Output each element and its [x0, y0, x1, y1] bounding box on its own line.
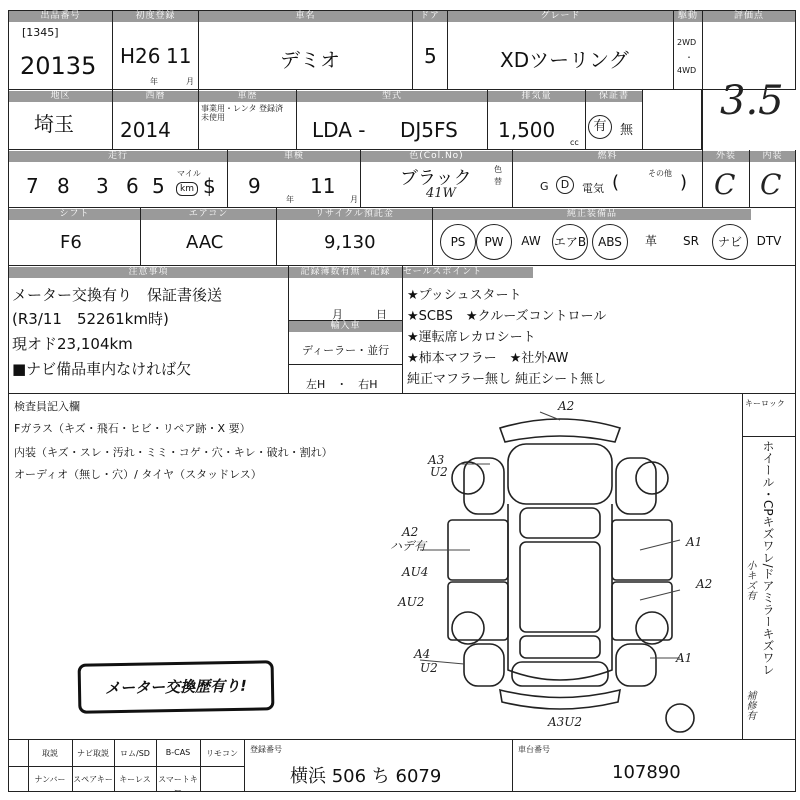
sales-point-2: ★SCBS ★クルーズコントロール: [407, 309, 607, 324]
region-label: 地区: [9, 91, 112, 102]
chassis-value: 107890: [612, 762, 681, 783]
inspector-line-2: 内装（キズ・スレ・汚れ・ミミ・コゲ・穴・キレ・破れ・割れ）: [14, 446, 333, 459]
warranty-label: 保証書: [586, 91, 642, 102]
side-note-3: 補修有: [744, 690, 755, 720]
color-change: 色替: [494, 165, 502, 186]
displacement-label: 排気量: [488, 91, 585, 102]
first-reg-month: 11: [166, 44, 192, 68]
interior-grade: C: [760, 168, 782, 201]
history-note: 事業用・レンタ 登録済未使用: [201, 104, 284, 122]
month-suffix: 月: [186, 77, 194, 86]
drive-2wd: 2WD: [677, 38, 697, 47]
door-label: ドア: [413, 11, 447, 22]
mark-right-a1: A1: [686, 535, 703, 549]
model-code: DJ5FS: [400, 118, 458, 142]
equipment-1: PW: [476, 224, 512, 260]
footer-smart-key: スマートキー: [158, 775, 198, 795]
note-line-4: ■ナビ備品車内なければ欠: [12, 360, 192, 378]
mark-right-a2: A2: [696, 577, 713, 591]
displacement: 1,500: [498, 118, 556, 142]
equipment-5: 革: [644, 234, 657, 248]
sales-label: セールスポイント: [403, 267, 533, 278]
handle-side: 左H ・ 右H: [306, 378, 378, 391]
shaken-month-suffix: 月: [350, 195, 358, 204]
footer-spare-key: スペアキー: [73, 775, 113, 784]
footer-keyless: キーレス: [119, 775, 151, 784]
equipment-label: 純正装備品: [433, 209, 751, 220]
front-bumper: [500, 419, 620, 442]
note-line-2: (R3/11 52261km時): [12, 310, 169, 328]
left-front-fender: [464, 458, 504, 514]
rating-label: 評価点: [703, 11, 795, 22]
warranty-yes: 有: [588, 115, 612, 139]
rear-hatch: [512, 662, 608, 686]
grade-label: グレード: [448, 11, 673, 22]
fuel-other: その他: [648, 169, 672, 178]
right-rear-quarter: [616, 644, 656, 686]
model-label: 型式: [297, 91, 487, 102]
drive-dot: ・: [685, 53, 693, 62]
mileage-digit-1: 7: [26, 174, 39, 198]
interior-label: 内装: [750, 151, 795, 162]
mark-left-u2: U2: [430, 465, 448, 479]
note-line-1: メーター交換有り 保証書後送: [12, 286, 223, 304]
recycle: 9,130: [324, 232, 376, 253]
equipment-8: DTV: [756, 234, 782, 248]
footer-bcas: B-CAS: [165, 748, 191, 757]
fuel-elec: 電気: [582, 182, 604, 195]
dealer-parallel: ディーラー・並行: [302, 344, 390, 357]
mark-left-au4: AU4: [402, 565, 429, 579]
mark-left-a3: A3: [428, 453, 445, 467]
mileage-mark: $: [203, 174, 216, 198]
year-suffix: 年: [150, 77, 158, 86]
history-label: 車歴: [199, 91, 296, 102]
lot-label: 出品番号: [9, 11, 112, 22]
equipment-2: AW: [521, 234, 541, 248]
equipment-4: ABS: [592, 224, 628, 260]
windshield: [520, 508, 600, 538]
mileage-unit-top: マイル: [177, 169, 201, 178]
mark-left-door-note: ハデ有: [390, 539, 427, 553]
shaken-month: 11: [310, 174, 336, 198]
hood: [508, 444, 612, 504]
mileage-digit-2: 8: [57, 174, 70, 198]
aircon-label: エアコン: [141, 209, 276, 220]
first-reg-label: 初度登録: [113, 11, 198, 22]
sales-point-4: ★柿本マフラー ★社外AW: [407, 351, 569, 366]
footer-remote: リモコン: [206, 749, 238, 758]
rear-bumper: [500, 690, 620, 709]
meter-swap-stamp: メーター交換歴有り!: [78, 660, 275, 713]
wheel-front-left: [452, 462, 484, 494]
mileage-label: 走行: [9, 151, 227, 162]
sales-point-3: ★運転席レカロシート: [407, 330, 536, 345]
reg-value: 横浜 506 ち 6079: [290, 766, 442, 787]
mileage-digit-5: 5: [152, 174, 165, 198]
recycle-label: リサイクル預託金: [277, 209, 432, 220]
cc-unit: cc: [570, 138, 579, 147]
left-rear-quarter: [464, 644, 504, 686]
notes-label: 注意事項: [9, 267, 288, 278]
equipment-7: ナビ: [712, 224, 748, 260]
fuel-g: G: [540, 180, 549, 193]
inspector-line-3: オーディオ（無し・穴）/ タイヤ（スタッドレス）: [14, 468, 262, 481]
grade: XDツーリング: [500, 48, 629, 72]
mileage-digit-3: 3: [96, 174, 109, 198]
month-day: 月 日: [332, 308, 387, 321]
exterior-label: 外装: [703, 151, 749, 162]
shaken-year-suffix: 年: [286, 195, 294, 204]
footer-navi-manual: ナビ取説: [77, 749, 109, 758]
footer-rom-sd: ロム/SD: [120, 749, 150, 758]
body-outline: [508, 504, 612, 680]
roof: [520, 542, 600, 632]
swap-label: 記録簿数有無・記録: [289, 267, 402, 278]
keylock-label: キーロック: [745, 399, 785, 408]
right-rear-door: [612, 582, 672, 640]
rating-value: 3.5: [720, 78, 784, 124]
first-reg: H26: [120, 44, 161, 68]
color-label: 色(Col.No): [361, 151, 512, 162]
equipment-6: SR: [683, 234, 699, 248]
left-rear-door: [448, 582, 508, 640]
exterior-grade: C: [714, 168, 736, 201]
model-year: 2014: [120, 118, 171, 142]
mark-left-au2: AU2: [398, 595, 425, 609]
color-name: ブラック: [400, 168, 472, 189]
shift-label: シフト: [9, 209, 140, 220]
mark-left-rear-a4: A4: [414, 647, 431, 661]
sales-point-5: 純正マフラー無し 純正シート無し: [407, 372, 607, 387]
region: 埼玉: [34, 112, 74, 136]
fuel-d: D: [556, 176, 574, 194]
drive-label: 駆動: [674, 11, 702, 22]
mileage-unit-km: km: [176, 182, 198, 196]
shaken-year: 9: [248, 174, 261, 198]
car-name-label: 車名: [199, 11, 412, 22]
inspector-label: 検査員記入欄: [14, 400, 80, 413]
reg-label: 登録番号: [250, 745, 282, 754]
mark-left-rear-u2: U2: [420, 661, 438, 675]
shaken-label: 車検: [228, 151, 360, 162]
rear-window: [520, 636, 600, 658]
footer-manual: 取説: [42, 749, 58, 758]
side-note: ホイール・CPキズワレ/ドアミラーキズワレ: [761, 440, 775, 676]
side-note-2: 小キズ有: [744, 560, 755, 600]
year-label: 西暦: [113, 91, 198, 102]
mark-right-rear-a1: A1: [676, 651, 693, 665]
aircon: AAC: [186, 232, 224, 253]
mark-front-a2: A2: [558, 400, 575, 413]
mileage-digit-4: 6: [126, 174, 139, 198]
drive-4wd: 4WD: [677, 66, 697, 75]
shift: F6: [60, 232, 82, 253]
model-prefix: LDA -: [312, 118, 366, 142]
mark-rear-a3u2: A3U2: [548, 715, 583, 729]
lot-number: 20135: [20, 52, 97, 80]
right-front-fender: [616, 458, 656, 514]
doors: 5: [424, 44, 437, 68]
footer-plate: ナンバー: [34, 775, 66, 784]
mark-left-door-a2: A2: [402, 525, 419, 539]
equipment-3: エアB: [552, 224, 588, 260]
warranty-no: 無: [620, 123, 634, 138]
car-diagram: [380, 400, 740, 740]
equipment-0: PS: [440, 224, 476, 260]
auction-sheet: 出品番号 初度登録 車名 ドア グレード 駆動 評価点 [1345] 20135 H26 11 年 月 デミオ 5 XDツーリング 2WD ・ 4WD 3.5 地区 西暦 車歴 型式 排気量 保証書 埼玉 2014 事業用・レンタ 登録済未使用 LDA - DJ5FS 1,500 cc 有 無 走行 車検 色(Col.No) 燃料 外装 内装 7 8 3 6 5 マイル km $ 9 年 11 月 ブラック 41W 色替 G D 電気 ( その他 ) C C シフト エアコン リサイクル預託金 純正装備品 F6 AAC 9,130 PS PW AW エアB ABS 革 SR ナビ DTV 注意事項 記録簿数有無・記録 セールスポイント メーター交換有り 保証書後送 (R3/11 52261km時) 現オド23,104km ■ナビ備品車内なければ欠 月 日 輸入車 ディーラー・並行 左H ・ 右H ★プッシュスタート ★SCBS ★クルーズコントロール ★運転席レカロシート ★柿本マフラー ★社外AW 純正マフラー無し 純正シート無し キーロック 検査員記入欄 Fガラス（キズ・飛石・ヒビ・リペア跡・X 要） 内装（キズ・スレ・汚れ・ミミ・コゲ・穴・キレ・破れ・割れ） オーディオ（無し・穴）/ タイヤ（スタッドレス） メーター交換歴有り! ホイール・CPキズワレ/ドアミラーキズワレ 小キズ有 補修有 A2 A3 U2 A2 ハデ有 AU4 AU2 A4 U2 A1 A2 A1 A3U2 取説 ナビ取説 ロム/SD B-CAS リモコン ナンバー スペアキー キーレス スマートキー 登録番号 横浜 506 ち 6079 車台番号 107890: [0, 0, 800, 800]
inspector-line-1: Fガラス（キズ・飛石・ヒビ・リペア跡・X 要）: [14, 422, 251, 435]
note-line-3: 現オド23,104km: [12, 335, 133, 353]
chassis-label: 車台番号: [518, 745, 550, 754]
import-label: 輸入車: [289, 321, 402, 332]
fuel-label: 燃料: [513, 151, 702, 162]
spare-tire: [666, 704, 694, 732]
car-name: デミオ: [280, 48, 340, 72]
sales-point-1: ★プッシュスタート: [407, 288, 522, 303]
wheel-front-right: [636, 462, 668, 494]
lot-small: [1345]: [22, 26, 59, 39]
color-code: 41W: [426, 186, 456, 201]
